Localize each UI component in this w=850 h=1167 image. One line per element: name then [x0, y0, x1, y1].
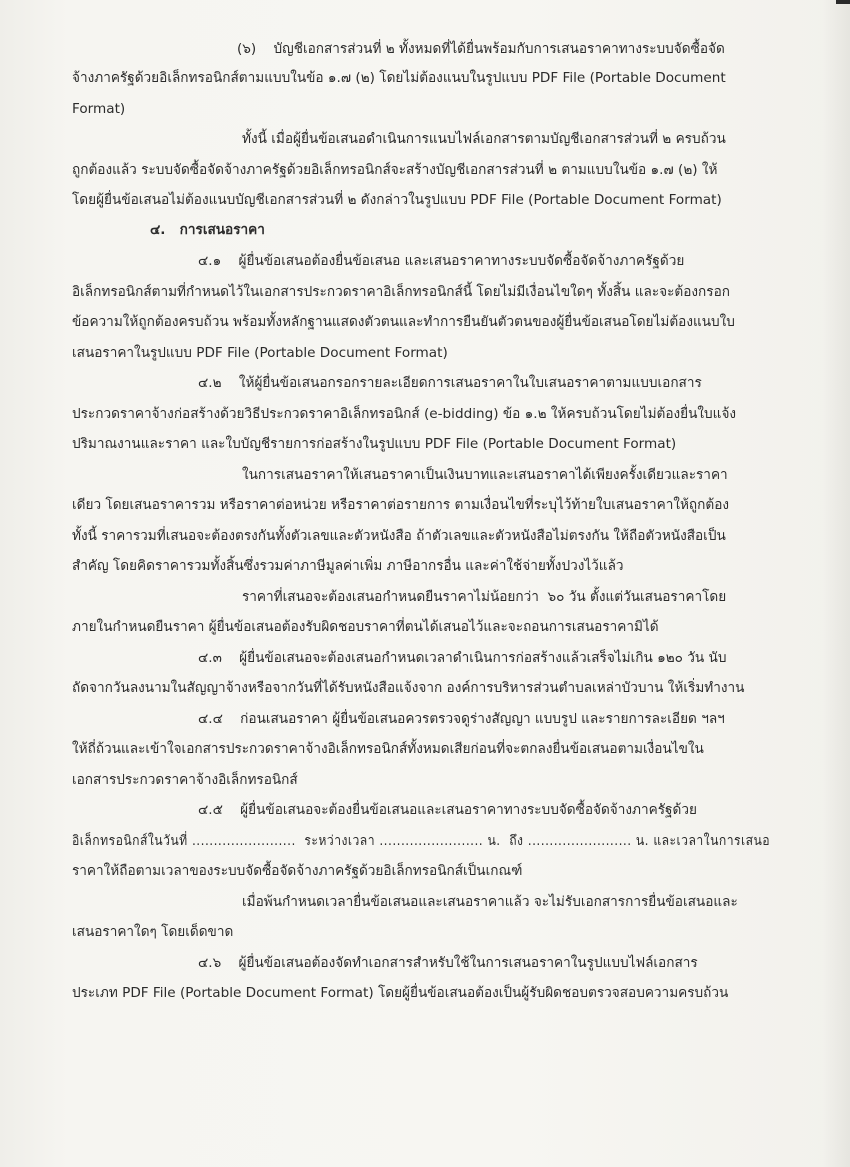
text-line: ราคาที่เสนอจะต้องเสนอกำหนดยืนราคาไม่น้อยกว่า ๖๐ วัน ตั้งแต่วันเสนอราคาโดย [242, 589, 727, 605]
text-line: ๔.๓ ผู้ยื่นข้อเสนอจะต้องเสนอกำหนดเวลาดำเนินการก่อสร้างแล้วเสร็จไม่เกิน ๑๒๐ วัน นับ [198, 650, 727, 666]
text-line: Format) [72, 101, 126, 117]
text-line: อิเล็กทรอนิกส์ในวันที่ ........................ ระหว่างเวลา ........................ น. ถึง ........................ น. และเวลาในการเสนอ [72, 833, 771, 849]
text-line: ประกวดราคาจ้างก่อสร้างด้วยวิธีประกวดราคาอิเล็กทรอนิกส์ (e-bidding) ข้อ ๑.๒ ให้ครบถ้วนโดยไม่ต้องยื่นใบแจ้ง [72, 406, 737, 422]
text-line: ๔.๑ ผู้ยื่นข้อเสนอต้องยื่นข้อเสนอ และเสนอราคาทางระบบจัดซื้อจัดจ้างภาครัฐด้วย [198, 253, 685, 269]
text-line: ทั้งนี้ เมื่อผู้ยื่นข้อเสนอดำเนินการแนบไฟล์เอกสารตามบัญชีเอกสารส่วนที่ ๒ ครบถ้วน [242, 131, 726, 147]
text-line: เดียว โดยเสนอราคารวม หรือราคาต่อหน่วย หรือราคาต่อรายการ ตามเงื่อนไขที่ระบุไว้ท้ายใบเสนอราคาให้ถูกต้อง [72, 497, 730, 513]
text-line: ๔.๔ ก่อนเสนอราคา ผู้ยื่นข้อเสนอควรตรวจดูร่างสัญญา แบบรูป และรายการละเอียด ฯลฯ [198, 711, 725, 727]
text-line: ให้ถี่ถ้วนและเข้าใจเอกสารประกวดราคาจ้างอิเล็กทรอนิกส์ทั้งหมดเสียก่อนที่จะตกลงยื่นข้อเสนอตามเงื่อนไขใน [72, 741, 704, 757]
text-line: ประเภท PDF File (Portable Document Format) โดยผู้ยื่นข้อเสนอต้องเป็นผู้รับผิดชอบตรวจสอบความครบถ้วน [72, 985, 729, 1001]
text-line: (๖) บัญชีเอกสารส่วนที่ ๒ ทั้งหมดที่ได้ยื่นพร้อมกับการเสนอราคาทางระบบจัดซื้อจัด [237, 41, 725, 57]
text-line: ภายในกำหนดยืนราคา ผู้ยื่นข้อเสนอต้องรับผิดชอบราคาที่ตนได้เสนอไว้และจะถอนการเสนอราคามิได้ [72, 619, 659, 635]
text-line: ๔.๕ ผู้ยื่นข้อเสนอจะต้องยื่นข้อเสนอและเสนอราคาทางระบบจัดซื้อจัดจ้างภาครัฐด้วย [198, 802, 697, 818]
text-line: เสนอราคาใดๆ โดยเด็ดขาด [72, 924, 234, 940]
text-line: ข้อความให้ถูกต้องครบถ้วน พร้อมทั้งหลักฐานแสดงตัวตนและทำการยืนยันตัวตนของผู้ยื่นข้อเสนอโดยไม่ต้องแนบใบ [72, 314, 735, 330]
text-line: ถูกต้องแล้ว ระบบจัดซื้อจัดจ้างภาครัฐด้วยอิเล็กทรอนิกส์จะสร้างบัญชีเอกสารส่วนที่ ๒ ตามแบบในข้อ ๑.๗ (๒) ให้ [72, 162, 718, 178]
section-heading: ๔. การเสนอราคา [150, 222, 265, 238]
text-line: ๔.๒ ให้ผู้ยื่นข้อเสนอกรอกรายละเอียดการเสนอราคาในใบเสนอราคาตามแบบเอกสาร [198, 375, 702, 391]
text-line: เมื่อพ้นกำหนดเวลายื่นข้อเสนอและเสนอราคาแล้ว จะไม่รับเอกสารการยื่นข้อเสนอและ [242, 894, 738, 910]
text-line: ปริมาณงานและราคา และใบบัญชีรายการก่อสร้างในรูปแบบ PDF File (Portable Document Format) [72, 436, 677, 452]
text-line: ถัดจากวันลงนามในสัญญาจ้างหรือจากวันที่ได้รับหนังสือแจ้งจาก องค์การบริหารส่วนตำบลเหล่าบัวบาน ให้เริ่มทำงาน [72, 680, 745, 696]
page-edge-shadow [822, 0, 850, 1167]
text-line: สำคัญ โดยคิดราคารวมทั้งสิ้นซึ่งรวมค่าภาษีมูลค่าเพิ่ม ภาษีอากรอื่น และค่าใช้จ่ายทั้งปวงไว้แล้ว [72, 558, 624, 574]
corner-mark [836, 0, 850, 4]
text-line: ราคาให้ถือตามเวลาของระบบจัดซื้อจัดจ้างภาครัฐด้วยอิเล็กทรอนิกส์เป็นเกณฑ์ [72, 863, 523, 879]
text-line: ทั้งนี้ ราคารวมที่เสนอจะต้องตรงกันทั้งตัวเลขและตัวหนังสือ ถ้าตัวเลขและตัวหนังสือไม่ตรงกัน ให้ถือตัวหนังสือเป็น [72, 528, 726, 544]
text-line: ๔.๖ ผู้ยื่นข้อเสนอต้องจัดทำเอกสารสำหรับใช้ในการเสนอราคาในรูปแบบไฟล์เอกสาร [198, 955, 698, 971]
text-line: เอกสารประกวดราคาจ้างอิเล็กทรอนิกส์ [72, 772, 298, 788]
text-line: โดยผู้ยื่นข้อเสนอไม่ต้องแนบบัญชีเอกสารส่วนที่ ๒ ดังกล่าวในรูปแบบ PDF File (Portable Document Format) [72, 192, 722, 208]
text-line: อิเล็กทรอนิกส์ตามที่กำหนดไว้ในเอกสารประกวดราคาอิเล็กทรอนิกส์นี้ โดยไม่มีเงื่อนไขใดๆ ทั้งสิ้น และจะต้องกรอก [72, 284, 730, 300]
text-line: จ้างภาครัฐด้วยอิเล็กทรอนิกส์ตามแบบในข้อ ๑.๗ (๒) โดยไม่ต้องแนบในรูปแบบ PDF File (Portable Document [72, 70, 726, 86]
text-line: ในการเสนอราคาให้เสนอราคาเป็นเงินบาทและเสนอราคาได้เพียงครั้งเดียวและราคา [242, 467, 728, 483]
text-line: เสนอราคาในรูปแบบ PDF File (Portable Document Format) [72, 345, 448, 361]
